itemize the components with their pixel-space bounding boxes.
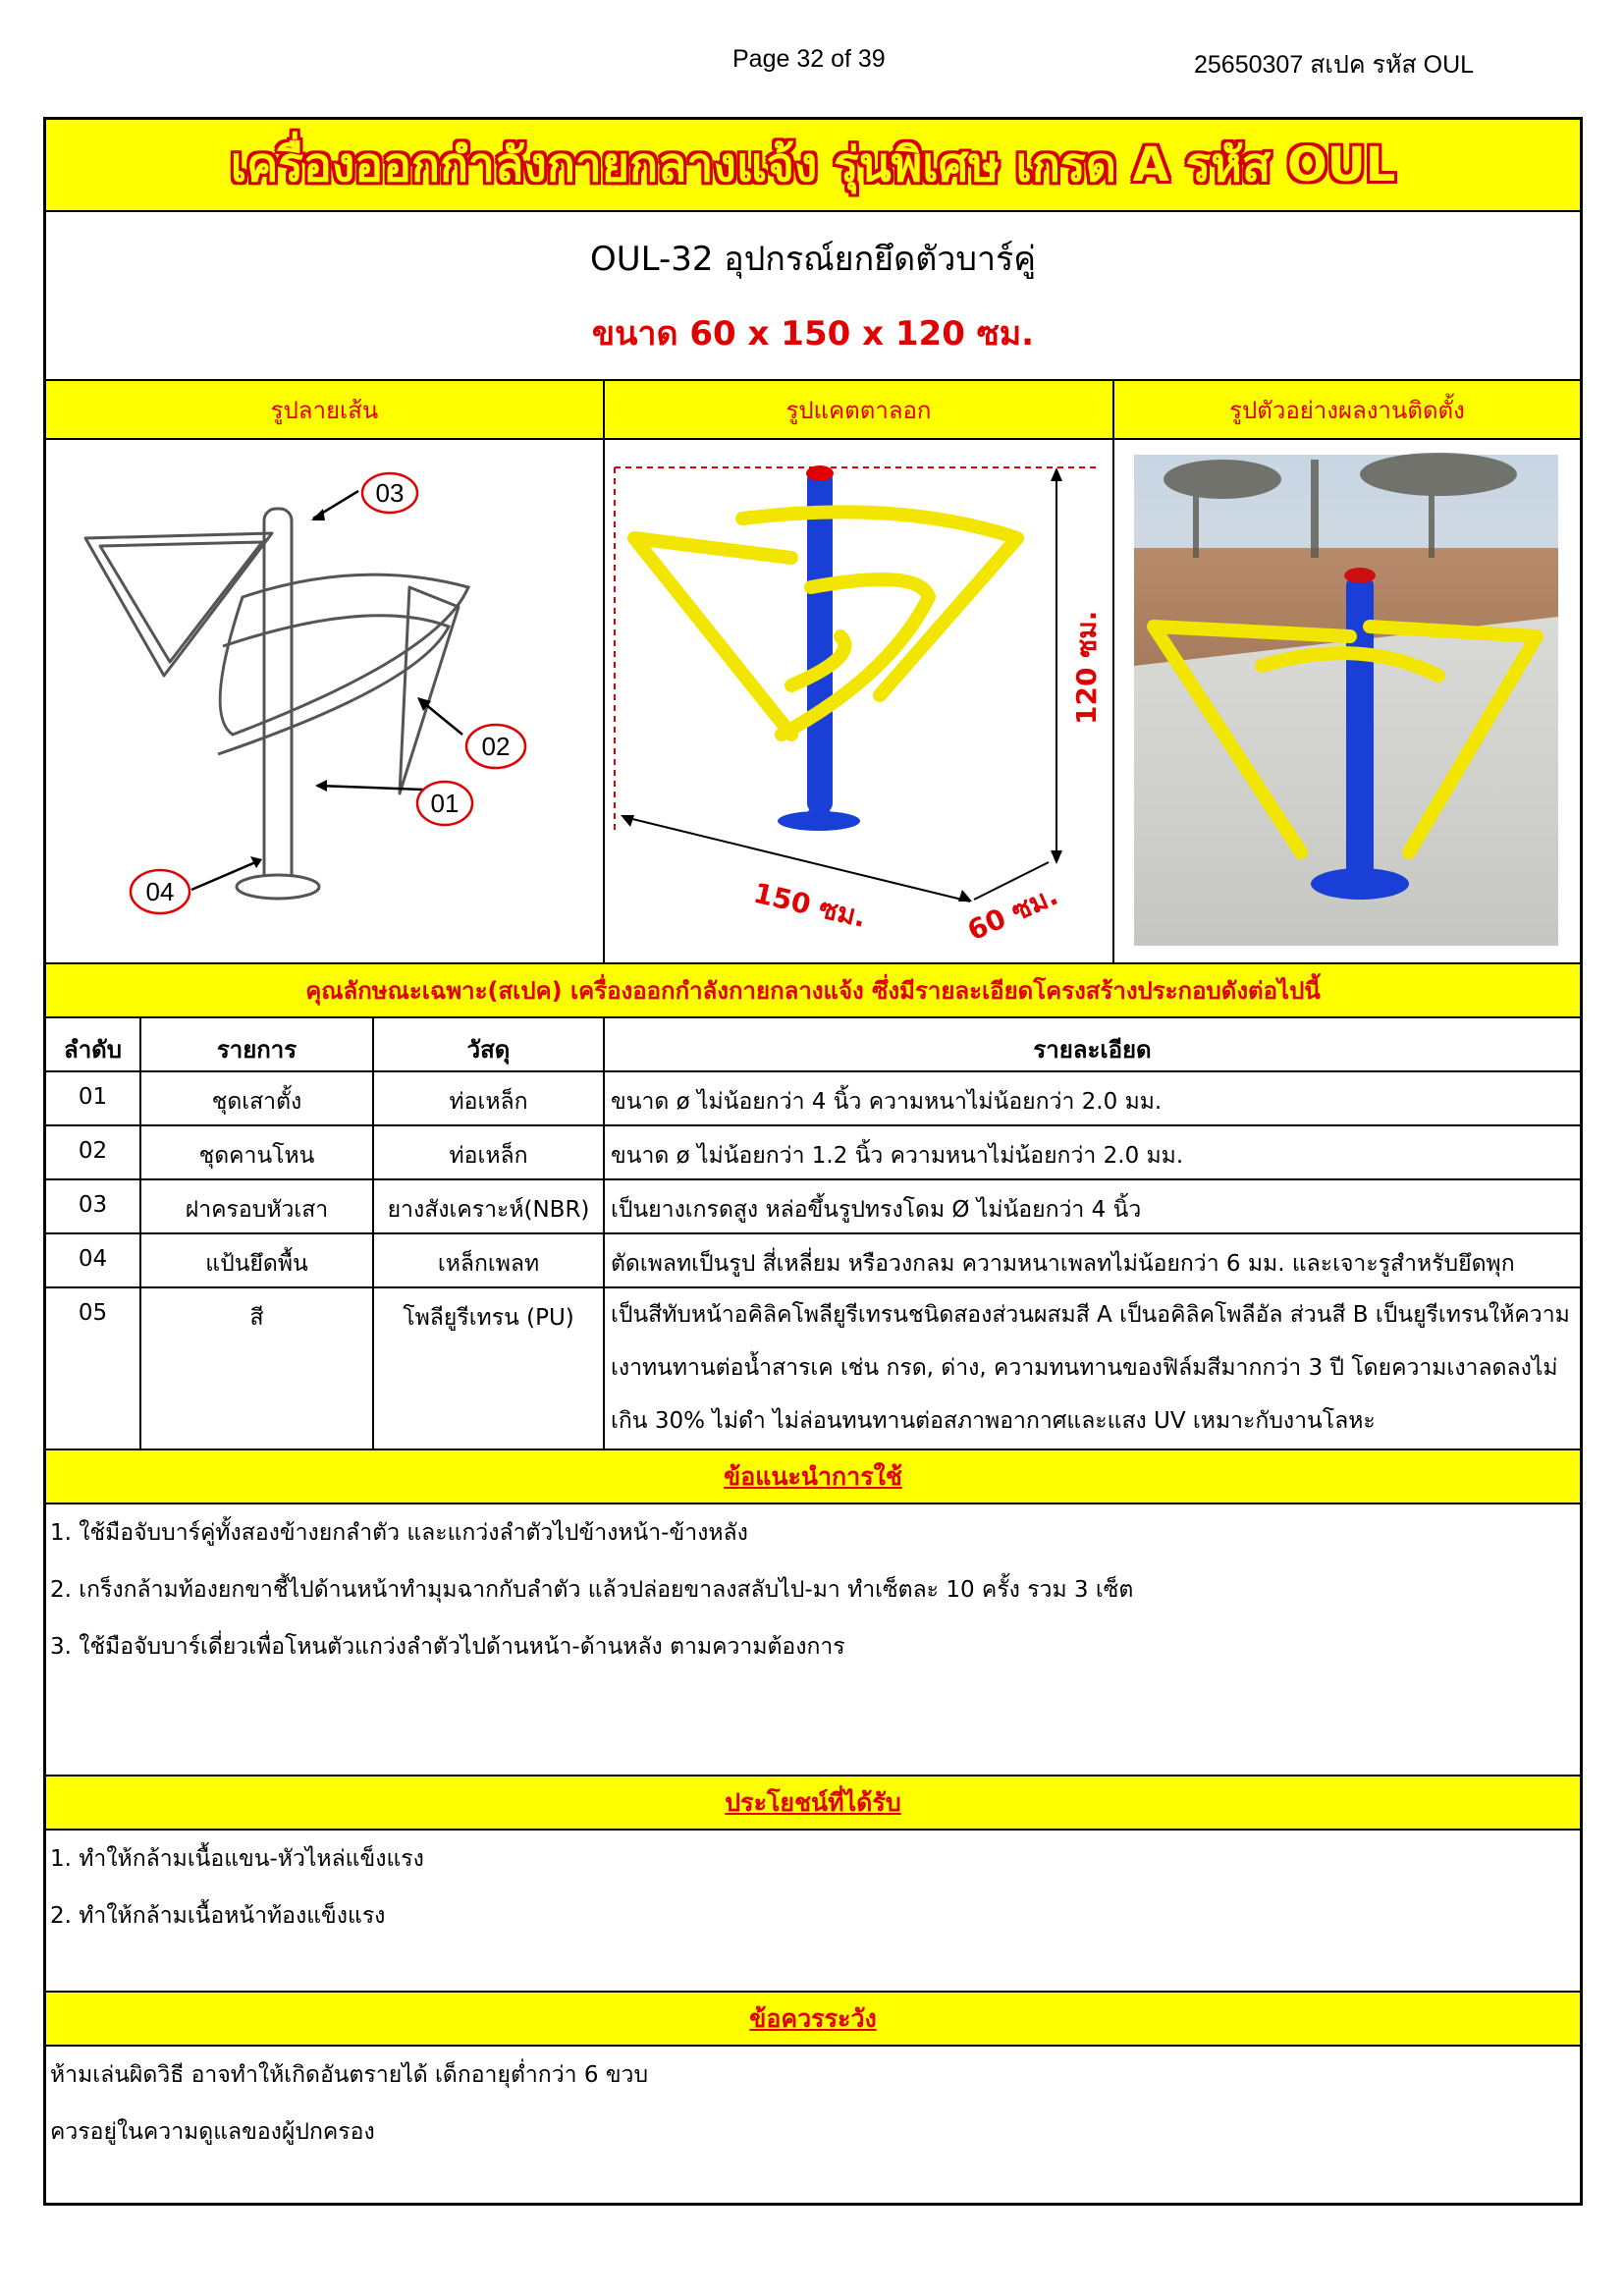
banner-title: เครื่องออกกำลังกายกลางแจ้ง รุ่นพิเศษ เกรด A รหัส OUL <box>230 137 1396 192</box>
list-item: 1. ทำให้กล้ามเนื้อแขน-หัวไหล่แข็งแรง <box>50 1846 424 1872</box>
list-item: 1. ใช้มือจับบาร์คู่ทั้งสองข้างยกลำตัว และแกว่งลำตัวไปข้างหน้า-ข้างหลัง <box>50 1520 748 1546</box>
cell-detail: ตัดเพลทเป็นรูป สี่เหลี่ยม หรือวงกลม ความหนาเพลทไม่น้อยกว่า 6 มม. และเจาะรูสำหรับยึดพุก <box>611 1251 1515 1277</box>
image-row <box>46 440 1580 964</box>
cell-no: 05 <box>46 1288 141 1449</box>
image-column-headers <box>46 381 1580 440</box>
cell-material: โพลียูรีเทรน (PU) <box>374 1288 605 1449</box>
spec-sheet <box>43 117 1583 2206</box>
cell-material: ท่อเหล็ก <box>374 1072 605 1124</box>
line-drawing-cell <box>46 440 605 962</box>
col-line-drawing: รูปลายเส้น <box>46 381 605 438</box>
cell-item: แป้นยึดพื้น <box>141 1234 374 1286</box>
product-size: ขนาด 60 x 150 x 120 ซม. <box>591 314 1035 354</box>
table-row <box>46 1288 1580 1450</box>
dimension-depth: 60 ซม. <box>962 878 1063 948</box>
line-drawing-illustration <box>46 440 603 962</box>
spec-title: คุณลักษณะเฉพาะ(สเปค) เครื่องออกกำลังกายกลางแจ้ง ซึ่งมีรายละเอียดโครงสร้างประกอบดังต่อไปนี้ <box>305 977 1321 1005</box>
cell-no: 01 <box>46 1072 141 1124</box>
usage-title-bar <box>46 1450 1580 1504</box>
product-title: OUL-32 อุปกรณ์ยกยึดตัวบาร์คู่ <box>589 240 1037 279</box>
drawing-label-02: 02 <box>481 732 511 761</box>
th-detail: รายละเอียด <box>1033 1036 1152 1064</box>
cell-detail: เป็นยางเกรดสูง หล่อขึ้นรูปทรงโดม Ø ไม่น้อยกว่า 4 นิ้ว <box>611 1197 1142 1223</box>
table-row <box>46 1072 1580 1126</box>
table-row <box>46 1126 1580 1180</box>
spec-table-header <box>46 1018 1580 1072</box>
cell-no: 02 <box>46 1126 141 1178</box>
list-item: 3. ใช้มือจับบาร์เดี่ยวเพื่อโหนตัวแกว่งลำตัวไปด้านหน้า-ด้านหลัง ตามความต้องการ <box>50 1634 845 1660</box>
page-number: Page 32 of 39 <box>732 45 886 73</box>
benefits-title: ประโยชน์ที่ได้รับ <box>725 1787 901 1817</box>
dimension-width: 150 ซม. <box>750 876 870 934</box>
banner <box>46 120 1580 212</box>
drawing-label-03: 03 <box>375 478 405 508</box>
cell-material: ยางสังเคราะห์(NBR) <box>374 1180 605 1232</box>
cautions-title-bar <box>46 1993 1580 2047</box>
th-no: ลำดับ <box>46 1018 141 1070</box>
list-item: 2. ทำให้กล้ามเนื้อหน้าท้องแข็งแรง <box>50 1903 386 1929</box>
catalog-cell <box>605 440 1114 962</box>
cell-material: ท่อเหล็ก <box>374 1126 605 1178</box>
th-item: รายการ <box>141 1018 374 1070</box>
col-catalog: รูปแคตตาลอก <box>605 381 1114 438</box>
th-material: วัสดุ <box>374 1018 605 1070</box>
cell-detail: ขนาด ø ไม่น้อยกว่า 1.2 นิ้ว ความหนาไม่น้อยกว่า 2.0 มม. <box>611 1143 1184 1169</box>
cell-no: 04 <box>46 1234 141 1286</box>
col-installed: รูปตัวอย่างผลงานติดตั้ง <box>1229 397 1465 424</box>
cell-detail: ขนาด ø ไม่น้อยกว่า 4 นิ้ว ความหนาไม่น้อยกว่า 2.0 มม. <box>611 1089 1163 1115</box>
usage-list <box>46 1504 1580 1777</box>
usage-title: ข้อแนะนำการใช้ <box>724 1461 902 1491</box>
installed-photo <box>1114 440 1578 962</box>
list-item: ควรอยู่ในความดูแลของผู้ปกครอง <box>50 2119 375 2145</box>
document-code: 25650307 สเปค รหัส OUL <box>1194 51 1475 79</box>
catalog-illustration <box>605 440 1112 962</box>
cell-item: ชุดคานโหน <box>141 1126 374 1178</box>
list-item: ห้ามเล่นผิดวิธี อาจทำให้เกิดอันตรายได้ เด็กอายุต่ำกว่า 6 ขวบ <box>50 2062 649 2088</box>
cautions-list <box>46 2047 1580 2203</box>
drawing-label-01: 01 <box>430 789 460 818</box>
benefits-title-bar <box>46 1777 1580 1831</box>
cell-item: สี <box>141 1288 374 1449</box>
cell-no: 03 <box>46 1180 141 1232</box>
product-header <box>46 212 1580 381</box>
table-row <box>46 1180 1580 1234</box>
cell-item: ชุดเสาตั้ง <box>141 1072 374 1124</box>
spec-title-bar <box>46 964 1580 1018</box>
cell-material: เหล็กเพลท <box>374 1234 605 1286</box>
cautions-title: ข้อควรระวัง <box>749 2003 877 2033</box>
cell-detail: เป็นสีทับหน้าอคิลิคโพลียูรีเทรนชนิดสองส่วนผสมสี A เป็นอคิลิคโพลีอัล ส่วนสี B เป็นยูรีเทรนให้ความเงาทนทานต่อน้ำสารเค เช่น กรด, ด่าง, ความทนทานของฟิล์มสีมากกว่า 3 ปี โดยความเงาลดลงไม่เกิน 30% ไม่ดำ ไม่ล่อนทนทานต่อสภาพอากาศและแสง UV เหมาะกับงานโลหะ <box>611 1302 1570 1434</box>
dimension-height: 120 ซม. <box>1070 610 1103 725</box>
drawing-label-04: 04 <box>145 877 175 906</box>
list-item: 2. เกร็งกล้ามท้องยกขาชี้ไปด้านหน้าทำมุมฉากกับลำตัว แล้วปล่อยขาลงสลับไป-มา ทำเซ็ตละ 10 ครั้ง รวม 3 เซ็ต <box>50 1577 1134 1603</box>
installed-photo-cell <box>1114 440 1580 962</box>
table-row <box>46 1234 1580 1288</box>
cell-item: ฝาครอบหัวเสา <box>141 1180 374 1232</box>
benefits-list <box>46 1831 1580 1993</box>
